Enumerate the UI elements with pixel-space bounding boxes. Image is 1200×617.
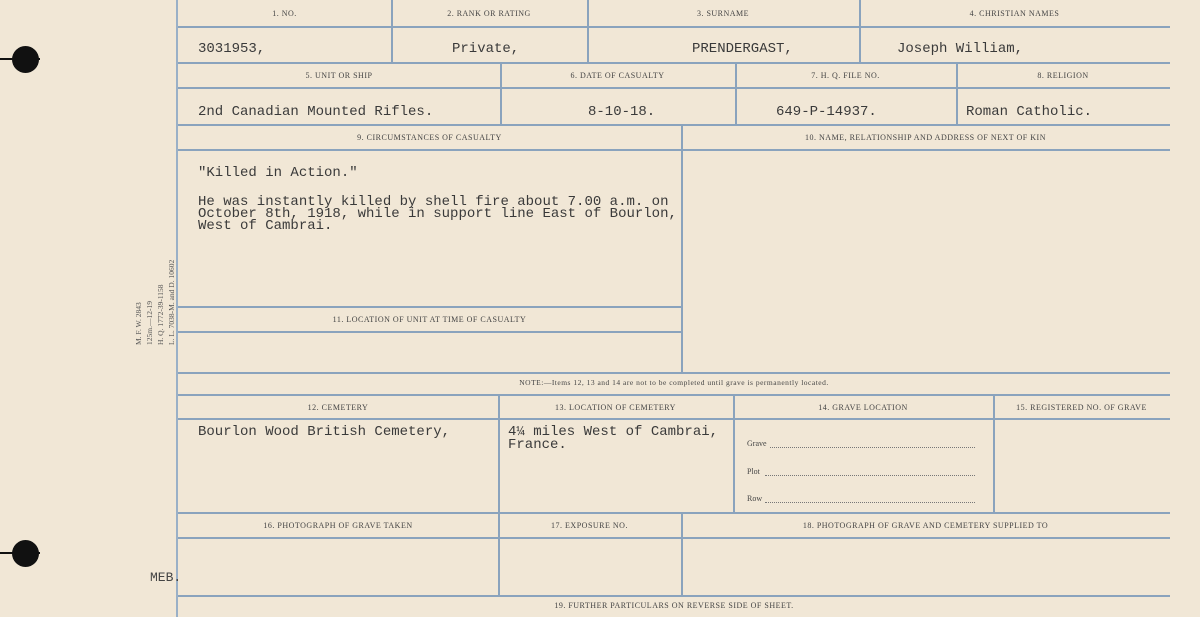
header-exposure-no: 17. EXPOSURE NO. [551, 521, 628, 530]
rule [178, 512, 1170, 514]
header-unit-location: 11. LOCATION OF UNIT AT TIME OF CASUALTY [332, 315, 527, 324]
header-surname: 3. SURNAME [696, 9, 750, 18]
rule [178, 306, 681, 308]
religion-value: Roman Catholic. [966, 104, 1093, 120]
plot-line [765, 475, 975, 476]
form-code-1: M. F. W. 2843 [134, 302, 143, 345]
rule [178, 62, 1170, 64]
form-code-4: L. L. 7038-M. and D. 10602 [167, 259, 176, 345]
rule [178, 418, 1170, 420]
circumstances-line-3: October 8th, 1918, while in support line East of Bourlon, [198, 206, 677, 222]
plot-label: Plot [747, 467, 760, 476]
rule [178, 149, 1170, 151]
rule [178, 26, 1170, 28]
grave-note: NOTE:—Items 12, 13 and 14 are not to be completed until grave is permanently located. [519, 378, 829, 387]
header-grave-location: 14. GRAVE LOCATION [818, 403, 908, 412]
header-cemetery-location: 13. LOCATION OF CEMETERY [555, 403, 676, 412]
header-circumstances: 9. CIRCUMSTANCES OF CASUALTY [357, 133, 502, 142]
rule [681, 124, 683, 372]
date-value: 8-10-18. [588, 104, 656, 120]
form-code-3: H. Q. 1772-39-1158 [156, 284, 165, 345]
grave-line [770, 447, 975, 448]
punch-hole-bottom-mark [0, 552, 40, 554]
rule [178, 331, 681, 333]
header-next-of-kin: 10. NAME, RELATIONSHIP AND ADDRESS OF NEXT OF KIN [805, 133, 1046, 142]
rule [178, 87, 1170, 89]
header-photo-taken: 16. PHOTOGRAPH OF GRAVE TAKEN [263, 521, 413, 530]
rule [178, 595, 1170, 597]
header-christian-names: 4. CHRISTIAN NAMES [969, 9, 1060, 18]
header-registered-no: 15. REGISTERED NO. OF GRAVE [1016, 403, 1147, 412]
circumstances-line-4: West of Cambrai. [198, 218, 333, 234]
cemetery-location-line-2: France. [508, 437, 567, 453]
row-label: Row [747, 494, 763, 503]
header-number: 1. NO. [272, 9, 297, 18]
rule [178, 394, 1170, 396]
header-photo-supplied: 18. PHOTOGRAPH OF GRAVE AND CEMETERY SUPPLIED TO [802, 521, 1049, 530]
header-rank: 2. RANK OR RATING [447, 9, 531, 18]
header-date: 6. DATE OF CASUALTY [570, 71, 665, 80]
punch-hole-top-mark [0, 58, 40, 60]
file-no-value: 649-P-14937. [776, 104, 877, 120]
unit-value: 2nd Canadian Mounted Rifles. [198, 104, 434, 120]
surname-value: PRENDERGAST, [692, 41, 793, 57]
service-number: 3031953, [198, 41, 266, 57]
grave-label: Grave [747, 439, 767, 448]
header-file-no: 7. H. Q. FILE NO. [811, 71, 880, 80]
circumstances-line-2: He was instantly killed by shell fire about 7.00 a.m. on [198, 194, 669, 210]
clerk-initials: MEB. [150, 570, 182, 585]
christian-names-value: Joseph William, [897, 41, 1024, 57]
row-line [765, 502, 975, 503]
header-unit: 5. UNIT OR SHIP [305, 71, 373, 80]
header-religion: 8. RELIGION [1037, 71, 1089, 80]
rule [178, 537, 1170, 539]
rank-value: Private, [452, 41, 520, 57]
circumstances-line-1: "Killed in Action." [198, 165, 358, 181]
form-code-2: 125m.—12-19 [145, 301, 154, 345]
cemetery-location-line-1: 4¼ miles West of Cambrai, [508, 424, 719, 440]
header-cemetery: 12. CEMETERY [307, 403, 369, 412]
rule [178, 372, 1170, 374]
rule [178, 124, 1170, 126]
cemetery-value: Bourlon Wood British Cemetery, [198, 424, 451, 440]
footer-note: 19. FURTHER PARTICULARS ON REVERSE SIDE OF SHEET. [554, 601, 794, 610]
